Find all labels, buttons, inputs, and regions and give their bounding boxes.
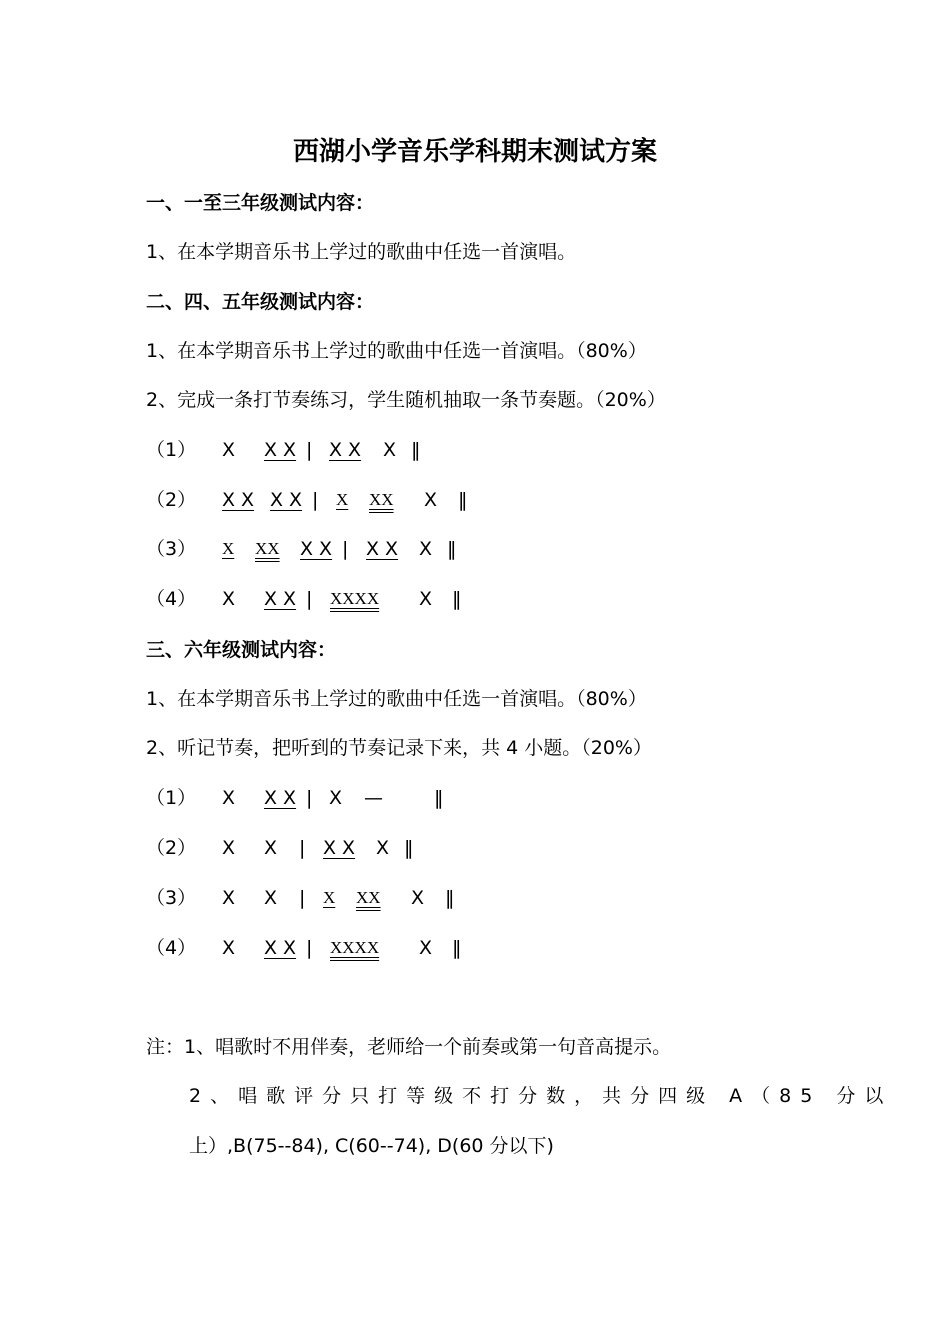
rhythm-note: X bbox=[419, 588, 433, 610]
section2-item-1: 1、在本学期音乐书上学过的歌曲中任选一首演唱。（80%） bbox=[146, 340, 647, 362]
rhythm-eighth-pair: X X bbox=[270, 489, 303, 511]
rhythm-exercise bbox=[146, 586, 846, 612]
rhythm-note: X bbox=[419, 937, 433, 959]
rhythm-eighth: X bbox=[222, 539, 235, 558]
section2-item-2: 2、完成一条打节奏练习，学生随机抽取一条节奏题。（20%） bbox=[146, 389, 666, 411]
rhythm-note: X bbox=[383, 439, 397, 461]
rhythm-eighth-pair: X X bbox=[222, 489, 255, 511]
rhythm-note: X bbox=[222, 588, 236, 610]
rhythm-number: （2） bbox=[146, 489, 197, 511]
rhythm-sixteenth-pair: XX bbox=[255, 539, 280, 558]
section1-heading: 一、一至三年级测试内容： bbox=[146, 192, 375, 214]
rhythm-sixteenth-pair: XX bbox=[369, 490, 394, 509]
rhythm-dash: — bbox=[364, 787, 383, 809]
rhythm-eighth-pair: X X bbox=[264, 439, 297, 461]
rhythm-exercise bbox=[146, 885, 846, 911]
end-bar-line: ‖ bbox=[445, 887, 455, 909]
section3-item-2: 2、听记节奏，把听到的节奏记录下来，共 4 小题。（20%） bbox=[146, 737, 652, 759]
bar-line: | bbox=[306, 588, 313, 610]
rhythm-note: X bbox=[222, 887, 236, 909]
bar-line: | bbox=[306, 439, 313, 461]
bar-line: | bbox=[299, 837, 306, 859]
rhythm-eighth: X bbox=[323, 888, 336, 907]
rhythm-sixteenth-group: XXXX bbox=[330, 589, 380, 608]
bar-line: | bbox=[306, 787, 313, 809]
section3-item-1: 1、在本学期音乐书上学过的歌曲中任选一首演唱。（80%） bbox=[146, 688, 647, 710]
rhythm-exercise bbox=[146, 437, 846, 463]
section3-heading: 三、六年级测试内容： bbox=[146, 639, 337, 661]
end-bar-line: ‖ bbox=[452, 588, 462, 610]
rhythm-eighth-pair: X X bbox=[264, 787, 297, 809]
rhythm-note: X bbox=[222, 439, 236, 461]
rhythm-note: X bbox=[419, 538, 433, 560]
rhythm-number: （4） bbox=[146, 937, 197, 959]
end-bar-line: ‖ bbox=[404, 837, 414, 859]
rhythm-note: X bbox=[222, 787, 236, 809]
rhythm-number: （3） bbox=[146, 887, 197, 909]
rhythm-sixteenth-group: XXXX bbox=[330, 938, 380, 957]
rhythm-eighth: X bbox=[336, 490, 349, 509]
end-bar-line: ‖ bbox=[452, 937, 462, 959]
rhythm-note: X bbox=[376, 837, 390, 859]
rhythm-exercise bbox=[146, 835, 846, 861]
rhythm-number: （2） bbox=[146, 837, 197, 859]
rhythm-number: （1） bbox=[146, 787, 197, 809]
note-line-2: 2、唱歌评分只打等级不打分数，共分四级 A（85 分以 bbox=[189, 1085, 893, 1107]
bar-line: | bbox=[299, 887, 306, 909]
rhythm-exercise bbox=[146, 487, 846, 513]
rhythm-sixteenth-pair: XX bbox=[356, 888, 381, 907]
rhythm-eighth-pair: X X bbox=[329, 439, 362, 461]
rhythm-note: X bbox=[222, 837, 236, 859]
bar-line: | bbox=[342, 538, 349, 560]
rhythm-number: （4） bbox=[146, 588, 197, 610]
end-bar-line: ‖ bbox=[411, 439, 421, 461]
rhythm-eighth-pair: X X bbox=[366, 538, 399, 560]
rhythm-note: X bbox=[424, 489, 438, 511]
rhythm-exercise bbox=[146, 785, 846, 811]
rhythm-number: （3） bbox=[146, 538, 197, 560]
bar-line: | bbox=[306, 937, 313, 959]
end-bar-line: ‖ bbox=[434, 787, 444, 809]
rhythm-eighth-pair: X X bbox=[300, 538, 333, 560]
note-line-3: 上）,B(75--84), C(60--74), D(60 分以下) bbox=[189, 1135, 554, 1157]
rhythm-eighth-pair: X X bbox=[323, 837, 356, 859]
rhythm-exercise bbox=[146, 935, 846, 961]
rhythm-note: X bbox=[264, 837, 278, 859]
rhythm-eighth-pair: X X bbox=[264, 937, 297, 959]
end-bar-line: ‖ bbox=[458, 489, 468, 511]
rhythm-exercise bbox=[146, 536, 846, 562]
bar-line: | bbox=[312, 489, 319, 511]
rhythm-note: X bbox=[329, 787, 343, 809]
rhythm-number: （1） bbox=[146, 439, 197, 461]
note-line-1: 注：1、唱歌时不用伴奏，老师给一个前奏或第一句音高提示。 bbox=[146, 1036, 672, 1058]
page-title: 西湖小学音乐学科期末测试方案 bbox=[292, 137, 657, 167]
rhythm-note: X bbox=[264, 887, 278, 909]
rhythm-note: X bbox=[222, 937, 236, 959]
section2-heading: 二、四、五年级测试内容： bbox=[146, 291, 375, 313]
rhythm-note: X bbox=[411, 887, 425, 909]
section1-item-1: 1、在本学期音乐书上学过的歌曲中任选一首演唱。 bbox=[146, 241, 577, 263]
rhythm-eighth-pair: X X bbox=[264, 588, 297, 610]
end-bar-line: ‖ bbox=[447, 538, 457, 560]
